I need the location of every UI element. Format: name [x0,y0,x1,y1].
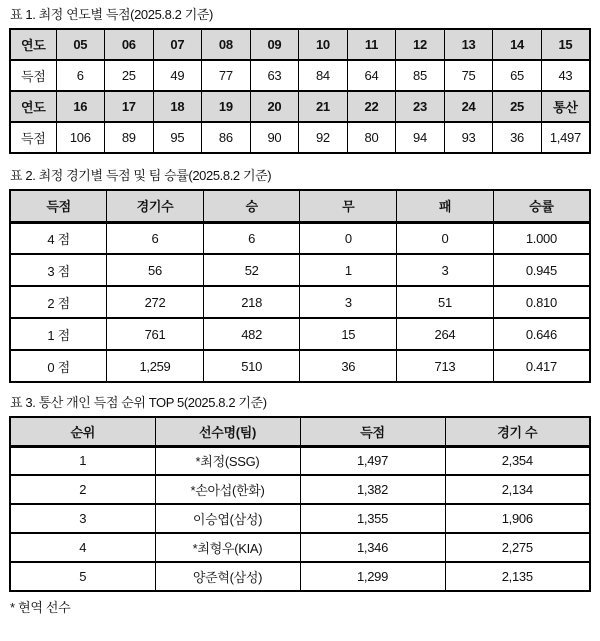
table-cell: 49 [153,60,202,91]
table-header-row [10,190,590,222]
table-cell: 56 [107,254,204,286]
table-cell: 77 [202,60,251,91]
table-cell: 52 [203,254,300,286]
table-cell: 75 [444,60,493,91]
column-header-cell: 15 [541,29,590,60]
table-cell: *최형우(KIA) [155,533,300,562]
table-cell: 양준혁(삼성) [155,562,300,591]
column-header-cell: 09 [250,29,299,60]
table-cell: 1,382 [300,475,445,504]
table2-title: 표 2. 최정 경기별 득점 및 팀 승률(2025.8.2 기준) [10,168,272,183]
table-cell: 1,259 [107,350,204,382]
table-cell: 6 [203,222,300,254]
table-row [10,504,590,533]
table-cell: 264 [397,318,494,350]
table-cell: 0.646 [493,318,590,350]
table-cell: 0.417 [493,350,590,382]
table-cell: 89 [105,122,154,153]
column-header-cell: 23 [396,91,445,122]
table-cell: 3 [300,286,397,318]
table-cell: 713 [397,350,494,382]
column-header-cell: 19 [202,91,251,122]
table-row [10,475,590,504]
column-header-cell: 패 [397,190,494,222]
table-cell: 1,355 [300,504,445,533]
table-cell: 1,497 [300,446,445,475]
table1-yearly-runs [9,28,591,154]
table-cell: 2 [10,475,155,504]
table-cell: 2 점 [10,286,107,318]
table-cell: 93 [444,122,493,153]
table-row [10,222,590,254]
table-cell: 92 [299,122,348,153]
column-header-cell: 13 [444,29,493,60]
column-header-cell: 21 [299,91,348,122]
table-cell: 482 [203,318,300,350]
table-row [10,446,590,475]
table-cell: *손아섭(한화) [155,475,300,504]
table-cell: 65 [493,60,542,91]
footnote-active-player: * 현역 선수 [10,600,71,615]
table-cell: 1,906 [445,504,590,533]
table-cell: 36 [300,350,397,382]
table-cell: 1,346 [300,533,445,562]
column-header-cell: 06 [105,29,154,60]
table-cell: 4 점 [10,222,107,254]
table-cell: 1 [10,446,155,475]
column-header-cell: 11 [347,29,396,60]
column-header-cell: 득점 [300,417,445,446]
table-cell: 1 [300,254,397,286]
column-header-cell: 연도 [10,91,56,122]
table-cell: 80 [347,122,396,153]
table-cell: 43 [541,60,590,91]
table2-runs-per-game-team-winrate [9,189,591,383]
table-row [10,533,590,562]
table-cell: *최정(SSG) [155,446,300,475]
table-cell: 90 [250,122,299,153]
column-header-cell: 05 [56,29,105,60]
column-header-cell: 16 [56,91,105,122]
table-cell: 106 [56,122,105,153]
table-cell: 2,134 [445,475,590,504]
column-header-cell: 선수명(팀) [155,417,300,446]
table-cell: 2,135 [445,562,590,591]
column-header-cell: 무 [300,190,397,222]
table-cell: 25 [105,60,154,91]
column-header-cell: 24 [444,91,493,122]
table3-career-runs-top5 [9,416,591,592]
table-cell: 6 [56,60,105,91]
table-row [10,562,590,591]
table-header-row [10,417,590,446]
table-row [10,350,590,382]
table-cell: 64 [347,60,396,91]
table-row [10,122,590,153]
table-cell: 95 [153,122,202,153]
table-cell: 0.810 [493,286,590,318]
table-cell: 0 [300,222,397,254]
column-header-cell: 20 [250,91,299,122]
column-header-cell: 17 [105,91,154,122]
table-header-row [10,29,590,60]
column-header-cell: 통산 [541,91,590,122]
table-cell: 0 점 [10,350,107,382]
table-cell: 6 [107,222,204,254]
table-cell: 0.945 [493,254,590,286]
column-header-cell: 승 [203,190,300,222]
column-header-cell: 07 [153,29,202,60]
table-cell: 510 [203,350,300,382]
column-header-cell: 14 [493,29,542,60]
table-cell: 761 [107,318,204,350]
table-cell: 2,354 [445,446,590,475]
table-header-row [10,91,590,122]
column-header-cell: 25 [493,91,542,122]
column-header-cell: 08 [202,29,251,60]
table-row [10,60,590,91]
table-cell: 3 [397,254,494,286]
column-header-cell: 12 [396,29,445,60]
column-header-cell: 18 [153,91,202,122]
table-cell: 84 [299,60,348,91]
column-header-cell: 10 [299,29,348,60]
table-cell: 218 [203,286,300,318]
table-cell: 4 [10,533,155,562]
table-cell: 1 점 [10,318,107,350]
column-header-cell: 승률 [493,190,590,222]
table-cell: 15 [300,318,397,350]
table-cell: 36 [493,122,542,153]
column-header-cell: 경기 수 [445,417,590,446]
column-header-cell: 22 [347,91,396,122]
table-cell: 이승엽(삼성) [155,504,300,533]
column-header-cell: 순위 [10,417,155,446]
table-row [10,286,590,318]
table-cell: 3 [10,504,155,533]
table-cell: 51 [397,286,494,318]
table-cell: 5 [10,562,155,591]
table-cell: 1,497 [541,122,590,153]
table3-title: 표 3. 통산 개인 득점 순위 TOP 5(2025.8.2 기준) [10,395,267,410]
table-cell: 94 [396,122,445,153]
column-header-cell: 득점 [10,190,107,222]
table-cell: 3 점 [10,254,107,286]
table-cell: 85 [396,60,445,91]
table-cell: 1.000 [493,222,590,254]
column-header-cell: 연도 [10,29,56,60]
table-cell: 86 [202,122,251,153]
table-row [10,318,590,350]
table-row [10,254,590,286]
table-cell: 272 [107,286,204,318]
table-cell: 63 [250,60,299,91]
column-header-cell: 경기수 [107,190,204,222]
table-cell: 2,275 [445,533,590,562]
table-cell: 1,299 [300,562,445,591]
table-cell: 0 [397,222,494,254]
table1-title: 표 1. 최정 연도별 득점(2025.8.2 기준) [10,7,213,22]
table-cell: 득점 [10,122,56,153]
table-cell: 득점 [10,60,56,91]
